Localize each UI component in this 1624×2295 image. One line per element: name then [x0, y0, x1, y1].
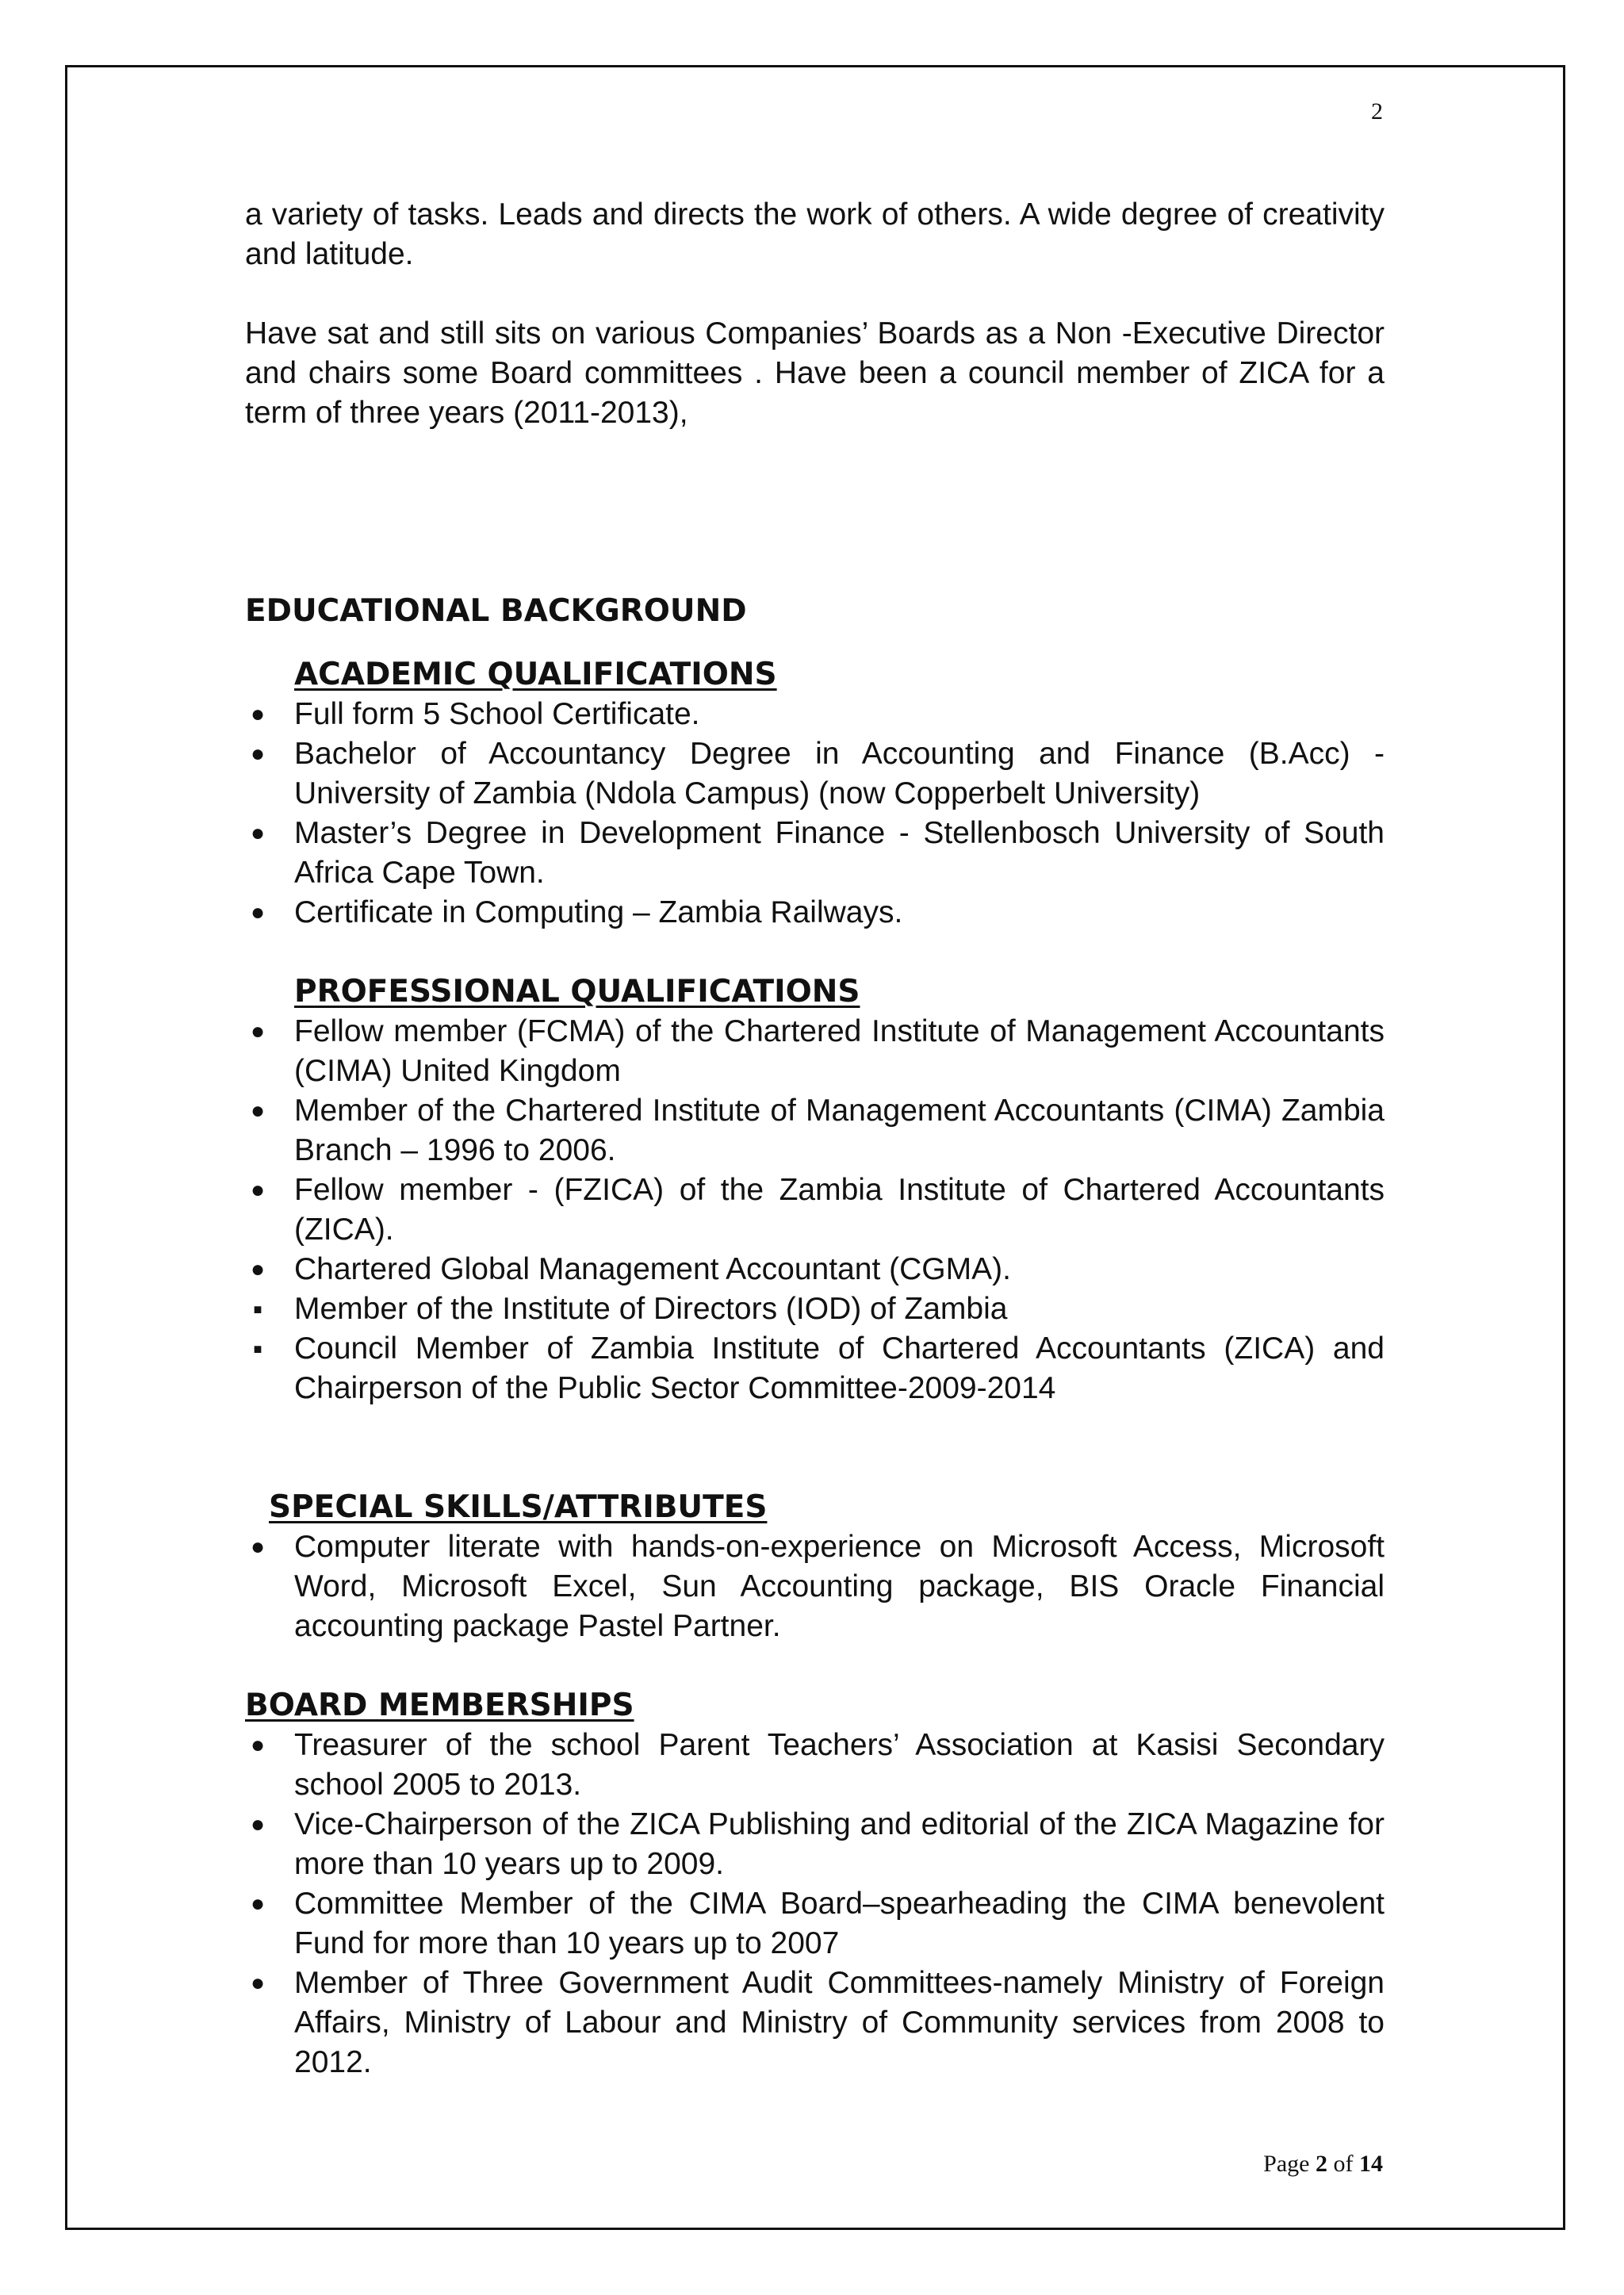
- round-bullet-icon: ●: [250, 1177, 266, 1203]
- list-item: [245, 1250, 1385, 1289]
- page-footer: [1263, 2151, 1383, 2178]
- header-page-number: 2: [1371, 98, 1383, 125]
- intro-paragraph-1: a variety of tasks. Leads and directs the work of others. A wide degree of creativity and latitude.: [245, 197, 1385, 271]
- round-bullet-icon: ●: [250, 1256, 266, 1282]
- list-item: [245, 1964, 1385, 2082]
- footer-current-page: 2: [1316, 2151, 1327, 2177]
- list-item-text: Vice-Chairperson of the ZICA Publishing and editorial of the ZICA Magazine for more than 10 years up to 2009.: [294, 1807, 1385, 1881]
- round-bullet-icon: ●: [250, 1732, 266, 1758]
- list-item: [245, 814, 1385, 893]
- educational-background-heading: EDUCATIONAL BACKGROUND: [245, 593, 747, 629]
- list-item: [245, 1805, 1385, 1884]
- round-bullet-icon: ●: [250, 1811, 266, 1837]
- professional-qualifications-heading: PROFESSIONAL QUALIFICATIONS: [294, 974, 860, 1010]
- list-item-text: Member of Three Government Audit Committees-namely Ministry of Foreign Affairs, Ministry of Labour and Ministry of Community services from 2008 to 2012.: [294, 1966, 1385, 2079]
- list-item-text: Certificate in Computing – Zambia Railways.: [294, 895, 903, 929]
- list-item-text: Fellow member - (FZICA) of the Zambia Institute of Chartered Accountants (ZICA).: [294, 1173, 1385, 1247]
- intro-paragraph-2: Have sat and still sits on various Companies’ Boards as a Non -Executive Director and chairs some Board committees . Have been a council member of ZICA for a term of three years (2011-2013),: [245, 316, 1385, 430]
- list-item: [245, 1091, 1385, 1170]
- special-skills-list: [245, 1527, 1385, 1646]
- academic-qualifications-heading: ACADEMIC QUALIFICATIONS: [294, 657, 777, 692]
- list-item: [245, 1012, 1385, 1091]
- list-item-text: Full form 5 School Certificate.: [294, 697, 700, 731]
- list-item: [245, 1527, 1385, 1646]
- footer-page-label: Page: [1263, 2151, 1310, 2177]
- round-bullet-icon: ●: [250, 701, 266, 727]
- round-bullet-icon: ●: [250, 1891, 266, 1917]
- list-item-text: Committee Member of the CIMA Board–spearheading the CIMA benevolent Fund for more than 10 years up to 2007: [294, 1887, 1385, 1960]
- list-item-text: Fellow member (FCMA) of the Chartered Institute of Management Accountants (CIMA) United Kingdom: [294, 1014, 1385, 1088]
- list-item: [245, 734, 1385, 814]
- list-item: [245, 1170, 1385, 1250]
- round-bullet-icon: ●: [250, 1098, 266, 1124]
- round-bullet-icon: ●: [250, 1534, 266, 1560]
- professional-qualifications-list: [245, 1012, 1385, 1408]
- list-item: [245, 1884, 1385, 1964]
- academic-qualifications-list: [245, 695, 1385, 933]
- list-item-text: Member of the Chartered Institute of Management Accountants (CIMA) Zambia Branch – 1996 to 2006.: [294, 1094, 1385, 1167]
- footer-total-pages: 14: [1359, 2151, 1383, 2177]
- square-bullet-icon: ■: [253, 1301, 262, 1317]
- list-item: [245, 1329, 1385, 1408]
- round-bullet-icon: ●: [250, 1970, 266, 1996]
- list-item-text: Master’s Degree in Development Finance - Stellenbosch University of South Africa Cape Town.: [294, 816, 1385, 890]
- footer-of-label: of: [1333, 2151, 1354, 2177]
- special-skills-heading: SPECIAL SKILLS/ATTRIBUTES: [269, 1489, 768, 1525]
- document-body: [245, 195, 1385, 2082]
- round-bullet-icon: ●: [250, 741, 266, 767]
- board-memberships-heading: BOARD MEMBERSHIPS: [245, 1688, 634, 1723]
- list-item-text: Council Member of Zambia Institute of Chartered Accountants (ZICA) and Chairperson of the Public Sector Committee-2009-2014: [294, 1331, 1385, 1405]
- list-item-text: Treasurer of the school Parent Teachers’ Association at Kasisi Secondary school 2005 to 2013.: [294, 1728, 1385, 1802]
- list-item-text: Chartered Global Management Accountant (CGMA).: [294, 1252, 1011, 1286]
- list-item: [245, 1726, 1385, 1805]
- board-memberships-list: [245, 1726, 1385, 2082]
- round-bullet-icon: ●: [250, 899, 266, 925]
- list-item-text: Member of the Institute of Directors (IOD) of Zambia: [294, 1292, 1008, 1326]
- list-item: [245, 893, 1385, 933]
- square-bullet-icon: ■: [253, 1341, 262, 1357]
- round-bullet-icon: ●: [250, 1018, 266, 1044]
- round-bullet-icon: ●: [250, 820, 266, 846]
- list-item: [245, 1289, 1385, 1329]
- list-item-text: Bachelor of Accountancy Degree in Accounting and Finance (B.Acc) - University of Zambia (Ndola Campus) (now Copperbelt University): [294, 737, 1385, 810]
- list-item: [245, 695, 1385, 734]
- list-item-text: Computer literate with hands-on-experience on Microsoft Access, Microsoft Word, Microsoft Excel, Sun Accounting package, BIS Oracle Financial accounting package Pastel Partner.: [294, 1530, 1385, 1643]
